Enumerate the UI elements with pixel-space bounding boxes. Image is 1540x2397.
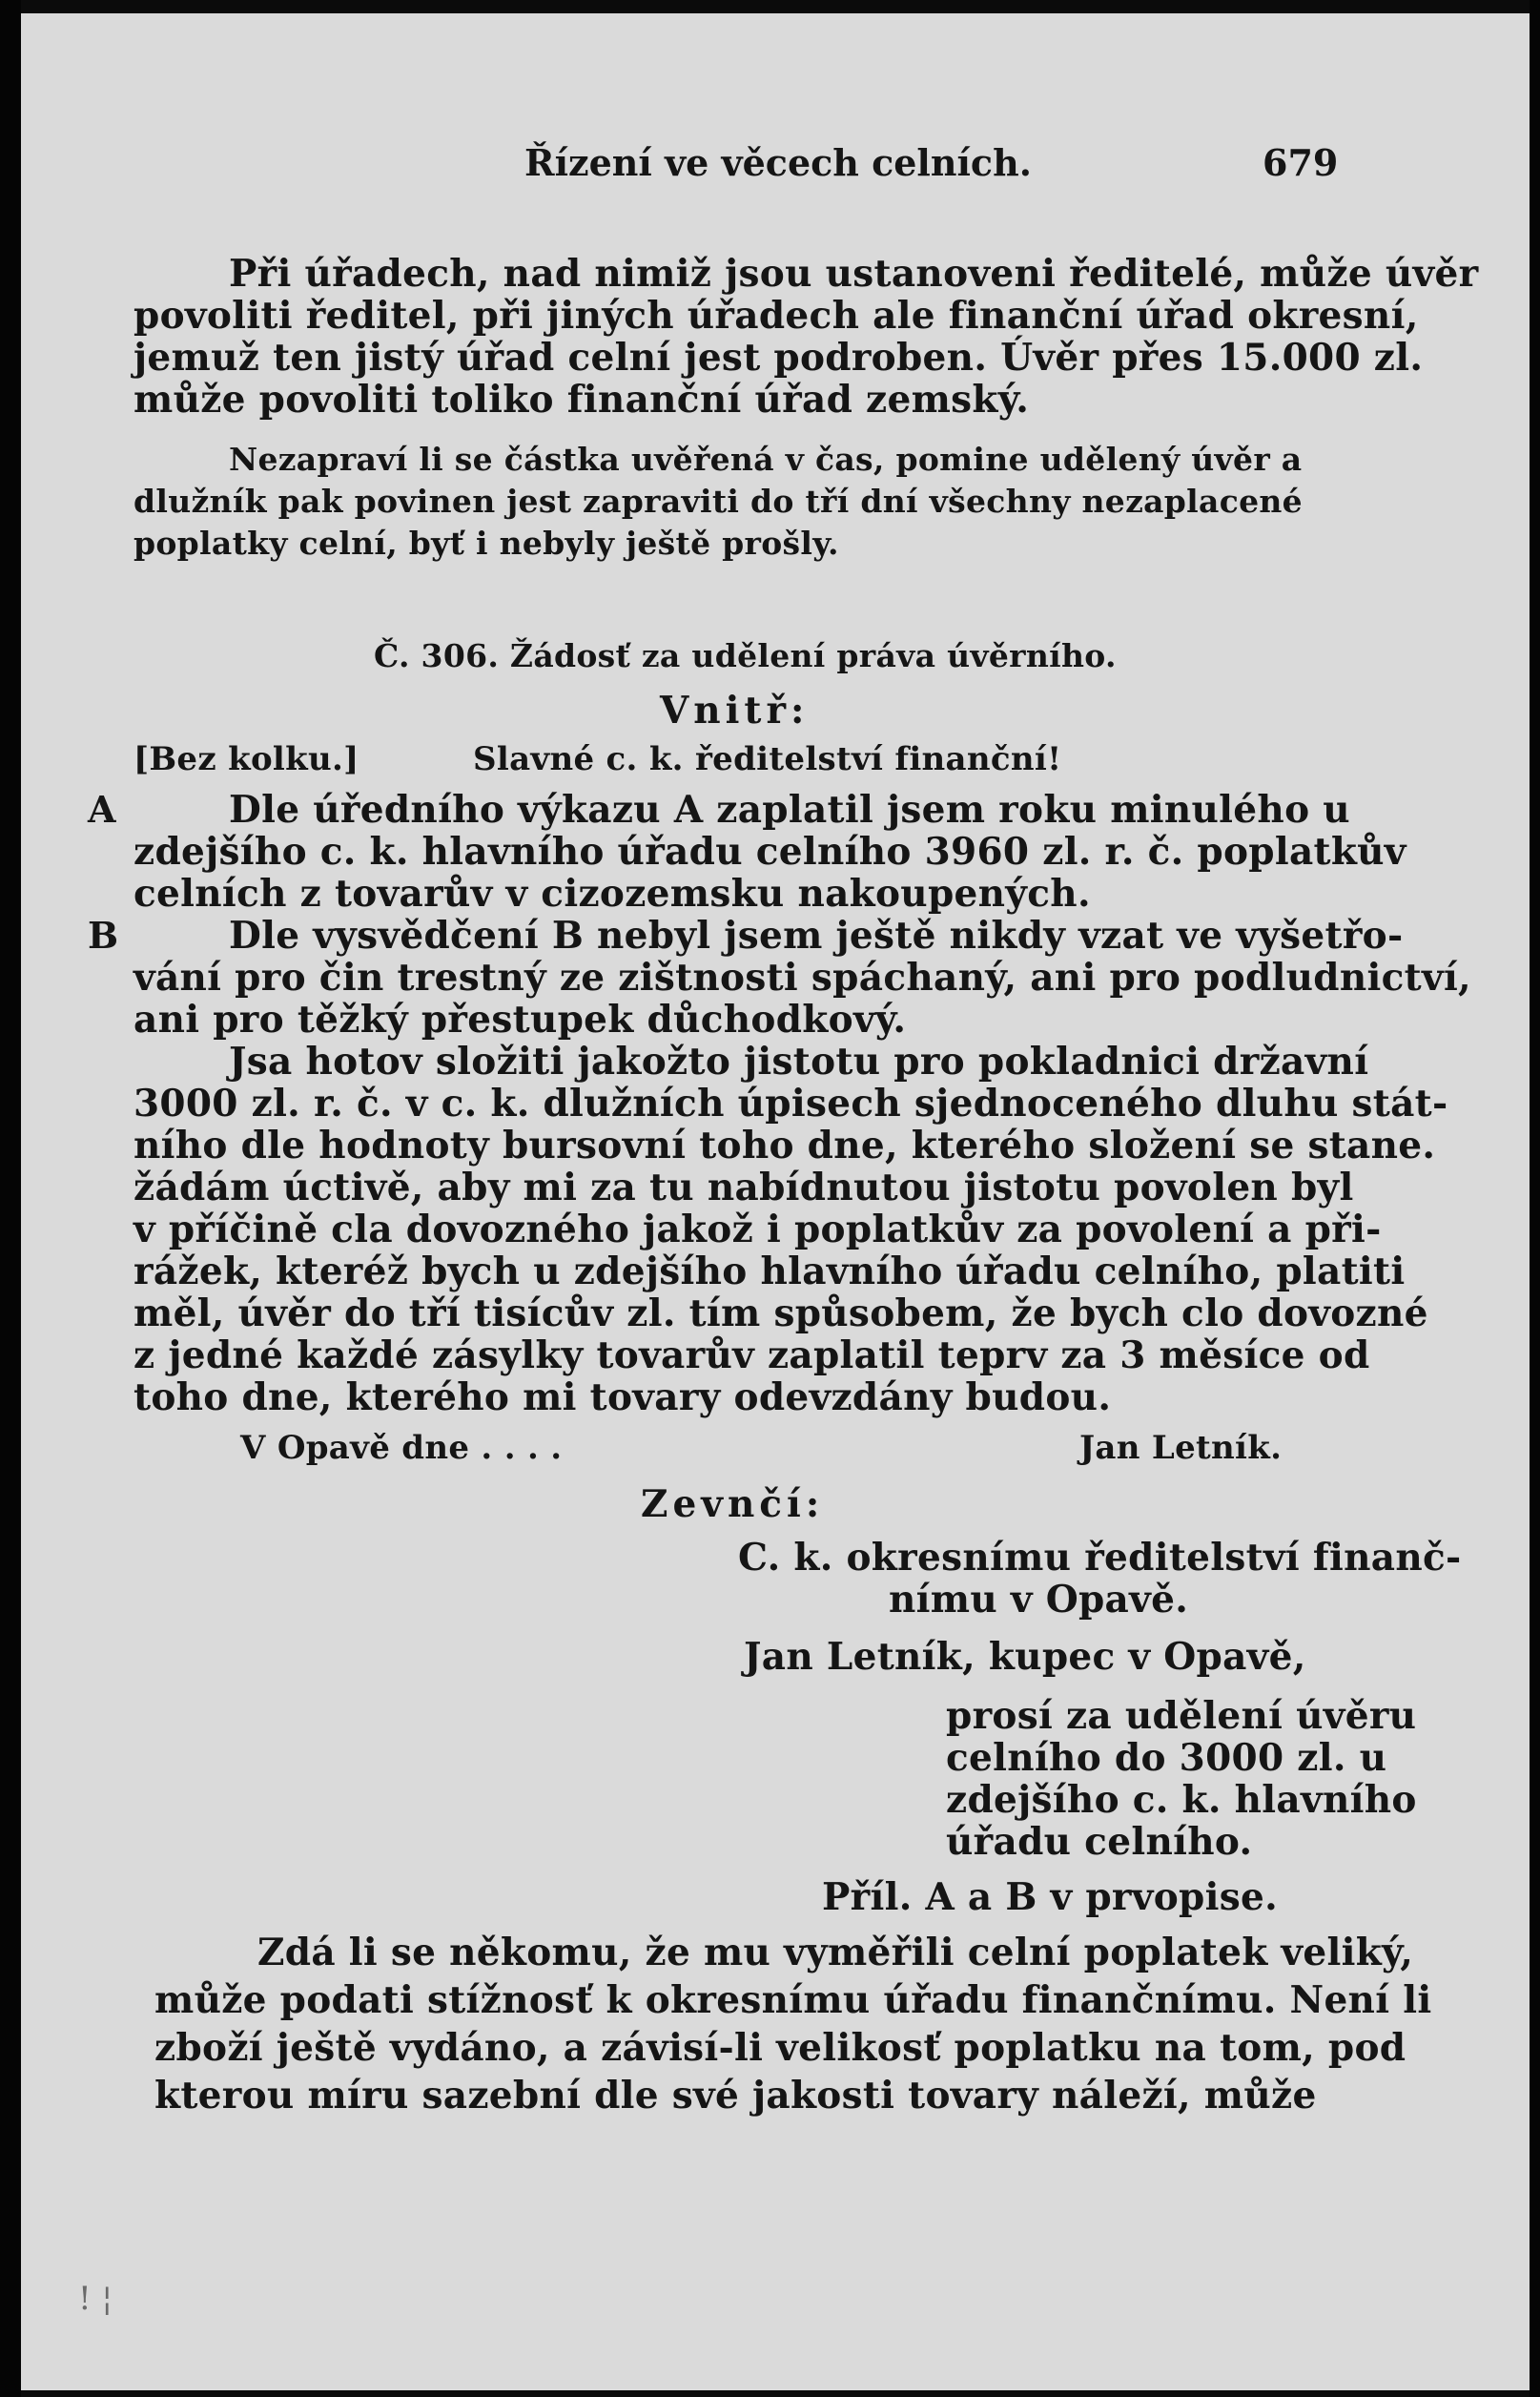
signature: Jan Letník. — [1079, 1429, 1283, 1467]
running-header-title: Řízení ve věcech celních. — [524, 141, 1032, 184]
outside-label: Zevnčí: — [641, 1482, 825, 1526]
outside-line-2: nímu v Opavě. — [889, 1578, 1189, 1622]
page-number: 679 — [1263, 141, 1339, 184]
form-body-line-15: toho dne, kterého mi tovary odevzdány budou. — [133, 1375, 1112, 1419]
intro-p1-line-2: povoliti ředitel, při jiných úřadech ale finanční úřad okresní, — [133, 294, 1419, 338]
outside-line-4: prosí za udělení úvěru — [946, 1694, 1417, 1738]
closing-line-3: zboží ještě vydáno, a závisí-li velikosť poplatku na tom, pod — [154, 2026, 1407, 2070]
form-body-line-14: z jedné každé zásylky tovarův zaplatil teprv za 3 měsíce od — [133, 1333, 1370, 1377]
form-body-line-7: Jsa hotov složiti jakožto jistotu pro pokladnici državní — [229, 1040, 1369, 1084]
intro-p2-line-1: Nezapraví li se částka uvěřená v čas, pomine udělený úvěr a — [229, 441, 1303, 478]
form-body-line-9: ního dle hodnoty bursovní toho dne, kterého složení se stane. — [133, 1124, 1436, 1168]
form-address: Slavné c. k. ředitelství finanční! — [473, 740, 1062, 778]
intro-p1-line-3: jemuž ten jistý úřad celní jest podroben. Úvěr přes 15.000 zl. — [133, 336, 1424, 380]
intro-p1-line-4: může povoliti toliko finanční úřad zemský. — [133, 378, 1030, 422]
form-body-line-4: Dle vysvědčení B nebyl jsem ještě nikdy vzat ve vyšetřo- — [229, 914, 1404, 958]
form-heading: Č. 306. Žádosť za udělení práva úvěrního. — [374, 637, 1117, 674]
scan-edge-left — [0, 0, 21, 2397]
outside-line-1: C. k. okresnímu ředitelství finanč- — [738, 1536, 1462, 1580]
outside-line-8: Příl. A a B v prvopise. — [822, 1875, 1278, 1919]
form-body-line-12: rážek, kteréž bych u zdejšího hlavního úřadu celního, platiti — [133, 1250, 1406, 1293]
margin-marker-a: A — [88, 788, 116, 831]
form-body-line-6: ani pro těžký přestupek důchodkový. — [133, 998, 907, 1042]
intro-p1-line-1: Při úřadech, nad nimiž jsou ustanoveni ředitelé, může úvěr — [229, 252, 1479, 296]
form-body-line-8: 3000 zl. r. č. v c. k. dlužních úpisech sjednoceného dluhu stát- — [133, 1082, 1448, 1126]
form-body-line-3: celních z tovarův v cizozemsku nakoupených. — [133, 872, 1091, 916]
form-body-line-11: v příčině cla dovozného jakož i poplatkův za povolení a při- — [133, 1208, 1382, 1251]
place-date: V Opavě dne . . . . — [240, 1429, 563, 1467]
form-body-line-5: vání pro čin trestný ze zištnosti spáchaný, ani pro podludnictví, — [133, 956, 1471, 1000]
intro-p2-line-2: dlužník pak povinen jest zapraviti do tří dní všechny nezaplacené — [133, 483, 1303, 520]
outside-line-7: úřadu celního. — [946, 1820, 1253, 1864]
outside-line-5: celního do 3000 zl. u — [946, 1736, 1387, 1780]
intro-p2-line-3: poplatky celní, byť i nebyly ještě prošly. — [133, 525, 839, 562]
closing-line-1: Zdá li se někomu, že mu vyměřili celní poplatek veliký, — [257, 1931, 1414, 1974]
outside-line-6: zdejšího c. k. hlavního — [946, 1778, 1417, 1822]
inside-label: Vnitř: — [660, 689, 810, 733]
closing-line-2: může podati stížnosť k okresnímu úřadu finančnímu. Není li — [154, 1978, 1432, 2022]
form-body-line-2: zdejšího c. k. hlavního úřadu celního 3960 zl. r. č. poplatkův — [133, 830, 1407, 874]
margin-marker-b: B — [88, 914, 119, 957]
closing-line-4: kterou míru sazební dle své jakosti tovary náleží, může — [154, 2074, 1317, 2118]
form-body-line-10: žádám úctivě, aby mi za tu nabídnutou jistotu povolen byl — [133, 1166, 1354, 1209]
scan-edge-right — [1530, 0, 1540, 2397]
form-body-line-13: měl, úvěr do tří tisícův zl. tím spůsobem, že bych clo dovozné — [133, 1291, 1428, 1335]
stamp-note: [Bez kolku.] — [133, 740, 359, 778]
book-page — [21, 13, 1530, 2390]
footer-mark: ! ¦ — [78, 2280, 113, 2318]
outside-line-3: Jan Letník, kupec v Opavě, — [744, 1635, 1306, 1679]
form-body-line-1: Dle úředního výkazu A zaplatil jsem roku minulého u — [229, 788, 1350, 832]
